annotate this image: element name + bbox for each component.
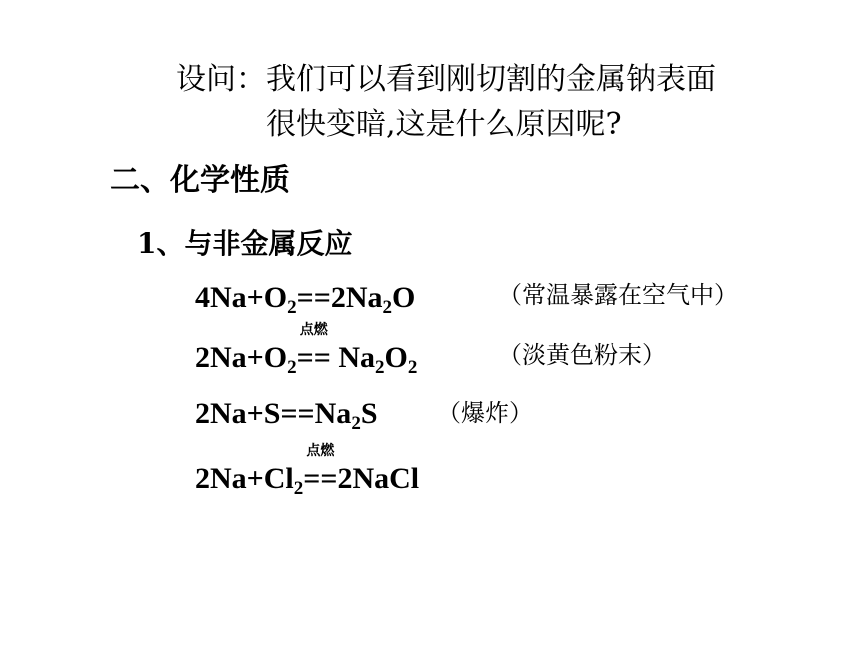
note-3: （爆炸） [437,399,533,427]
eq4-lhs-sub: 2 [293,478,304,499]
eq3-rhs-sub: 2 [351,413,361,434]
eq3-rhs-tail: S [360,397,378,430]
question-line-2: 很快变暗,这是什么原因呢? [266,107,622,142]
eq2-arrow: == [296,341,331,374]
eq2-rhs-sub: 2 [374,357,385,378]
eq2-condition: 点燃 [299,322,328,338]
note-2: （淡黄色粉末） [498,341,666,369]
eq4-conditional-arrow [303,443,338,497]
eq2-rhs-tail: O [384,341,408,374]
subsection-title: 1、与非金属反应 [137,227,353,260]
equation-1 [195,280,415,316]
eq2-rhs-sub2: 2 [407,357,418,378]
equation-2 [195,322,418,378]
eq4-condition: 点燃 [306,443,335,459]
eq1-rhs-tail: O [391,281,416,314]
eq4-lhs: 2Na+Cl [195,462,294,495]
section-title: 二、化学性质 [110,163,290,198]
eq3-lhs: 2Na+S==Na [195,397,352,430]
eq1-lhs: 4Na+O [195,281,288,314]
eq1-lhs-sub: 2 [287,297,297,318]
question-line-1: 设问：我们可以看到刚切割的金属钠表面 [176,62,716,97]
equation-3 [195,396,378,432]
eq1-arrow: == [296,281,331,314]
eq4-rhs: 2NaCl [337,462,420,495]
eq4-arrow: == [303,462,338,495]
eq1-rhs: 2Na [330,281,383,314]
eq2-conditional-arrow [296,322,331,376]
note-1: （常温暴露在空气中） [498,281,738,309]
eq2-lhs: 2Na+O [195,341,288,374]
eq2-rhs: Na [330,341,375,374]
equation-4 [195,443,420,499]
eq2-lhs-sub: 2 [287,357,297,378]
eq1-rhs-sub: 2 [382,297,392,318]
